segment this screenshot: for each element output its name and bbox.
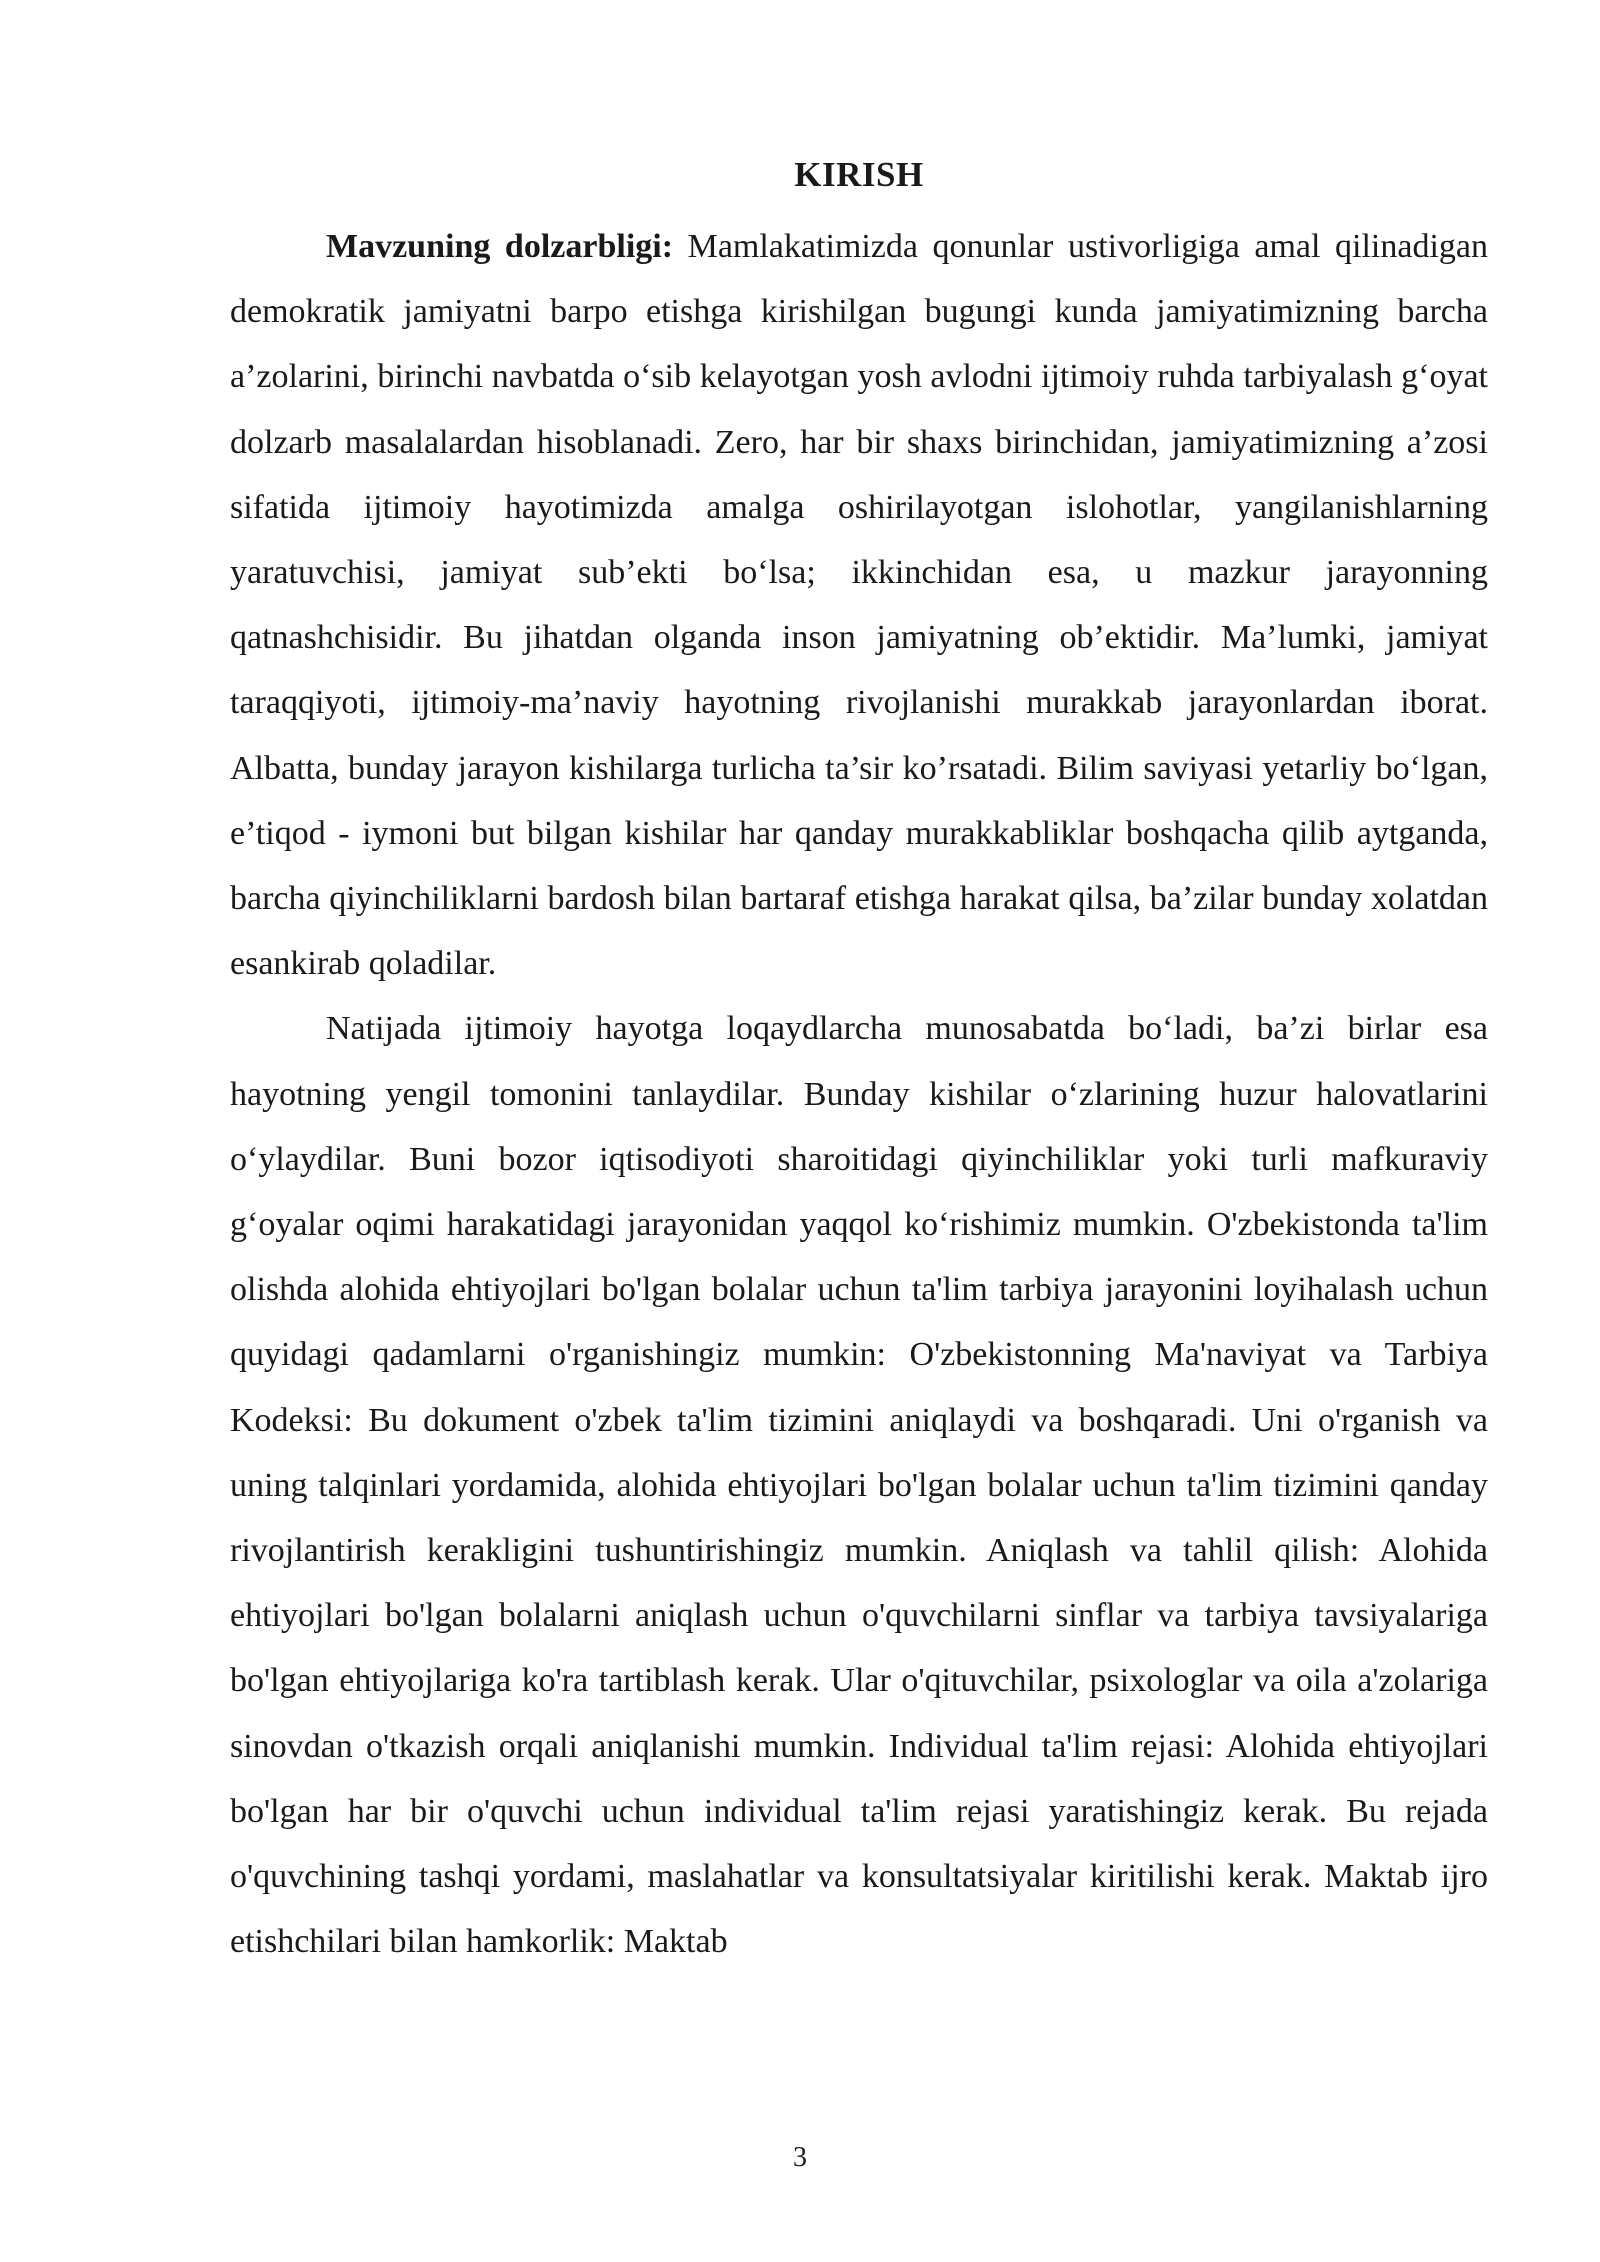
paragraph-1-lead: Mavzuning dolzarbligi: [326,228,674,265]
paragraph-1-text: Mamlakatimizda qonunlar ustivorligiga amal qilinadigan demokratik jamiyatni barpo etishga kirishilgan bugungi kunda jamiyatimizning barcha a’zolarini, birinchi navbatda o‘sib kelayotgan yosh avlodni ijtimoiy ruhda tarbiyalash g‘oyat dolzarb masalalardan hisoblanadi. Zero, har bir shaxs birinchidan, jamiyatimizning a’zosi sifatida ijtimoiy hayotimizda amalga oshirilayotgan islohotlar, yangilanishlarning yaratuvchisi, jamiyat sub’ekti bo‘lsa; ikkinchidan esa, u mazkur jarayonning qatnashchisidir. Bu jihatdan olganda inson jamiyatning ob’ektidir. Ma’lumki, jamiyat taraqqiyoti, ijtimoiy-ma’naviy hayotning rivojlanishi murakkab jarayonlardan iborat. Albatta, bunday jarayon kishilarga turlicha ta’sir ko’rsatadi. Bilim saviyasi yetarliy bo‘lgan, e’tiqod - iymoni but bilgan kishilar har qanday murakkabliklar boshqacha qilib aytganda, barcha qiyinchiliklarni bardosh bilan bartaraf etishga harakat qilsa, ba’zilar bunday xolatdan esankirab qoladilar. [230,228,1488,983]
paragraph-1 [230,214,1488,996]
section-heading: KIRISH [794,155,924,194]
page-number: 3 [793,2142,807,2173]
paragraph-2-text: Natijada ijtimoiy hayotga loqaydlarcha munosabatda bo‘ladi, ba’zi birlar esa hayotning yengil tomonini tanlaydilar. Bunday kishilar o‘zlarining huzur halovatlarini o‘ylaydilar. Buni bozor iqtisodiyoti sharoitidagi qiyinchiliklar yoki turli mafkuraviy g‘oyalar oqimi harakatidagi jarayonidan yaqqol ko‘rishimiz mumkin. O'zbekistonda ta'lim olishda alohida ehtiyojlari bo'lgan bolalar uchun ta'lim tarbiya jarayonini loyihalash uchun quyidagi qadamlarni o'rganishingiz mumkin: O'zbekistonning Ma'naviyat va Tarbiya Kodeksi: Bu dokument o'zbek ta'lim tizimini aniqlaydi va boshqaradi. Uni o'rganish va uning talqinlari yordamida, alohida ehtiyojlari bo'lgan bolalar uchun ta'lim tizimini qanday rivojlantirish kerakligini tushuntirishingiz mumkin. Aniqlash va tahlil qilish: Alohida ehtiyojlari bo'lgan bolalarni aniqlash uchun o'quvchilarni sinflar va tarbiya tavsiyalariga bo'lgan ehtiyojlariga ko'ra tartiblash kerak. Ular o'qituvchilar, psixologlar va oila a'zolariga sinovdan o'tkazish orqali aniqlanishi mumkin. Individual ta'lim rejasi: Alohida ehtiyojlari bo'lgan har bir o'quvchi uchun individual ta'lim rejasi yaratishingiz kerak. Bu rejada o'quvchining tashqi yordami, maslahatlar va konsultatsiyalar kiritilishi kerak. Maktab ijro etishchilari bilan hamkorlik: Maktab [230,1010,1488,1961]
page-content [230,150,1488,1974]
paragraph-2 [230,996,1488,1974]
